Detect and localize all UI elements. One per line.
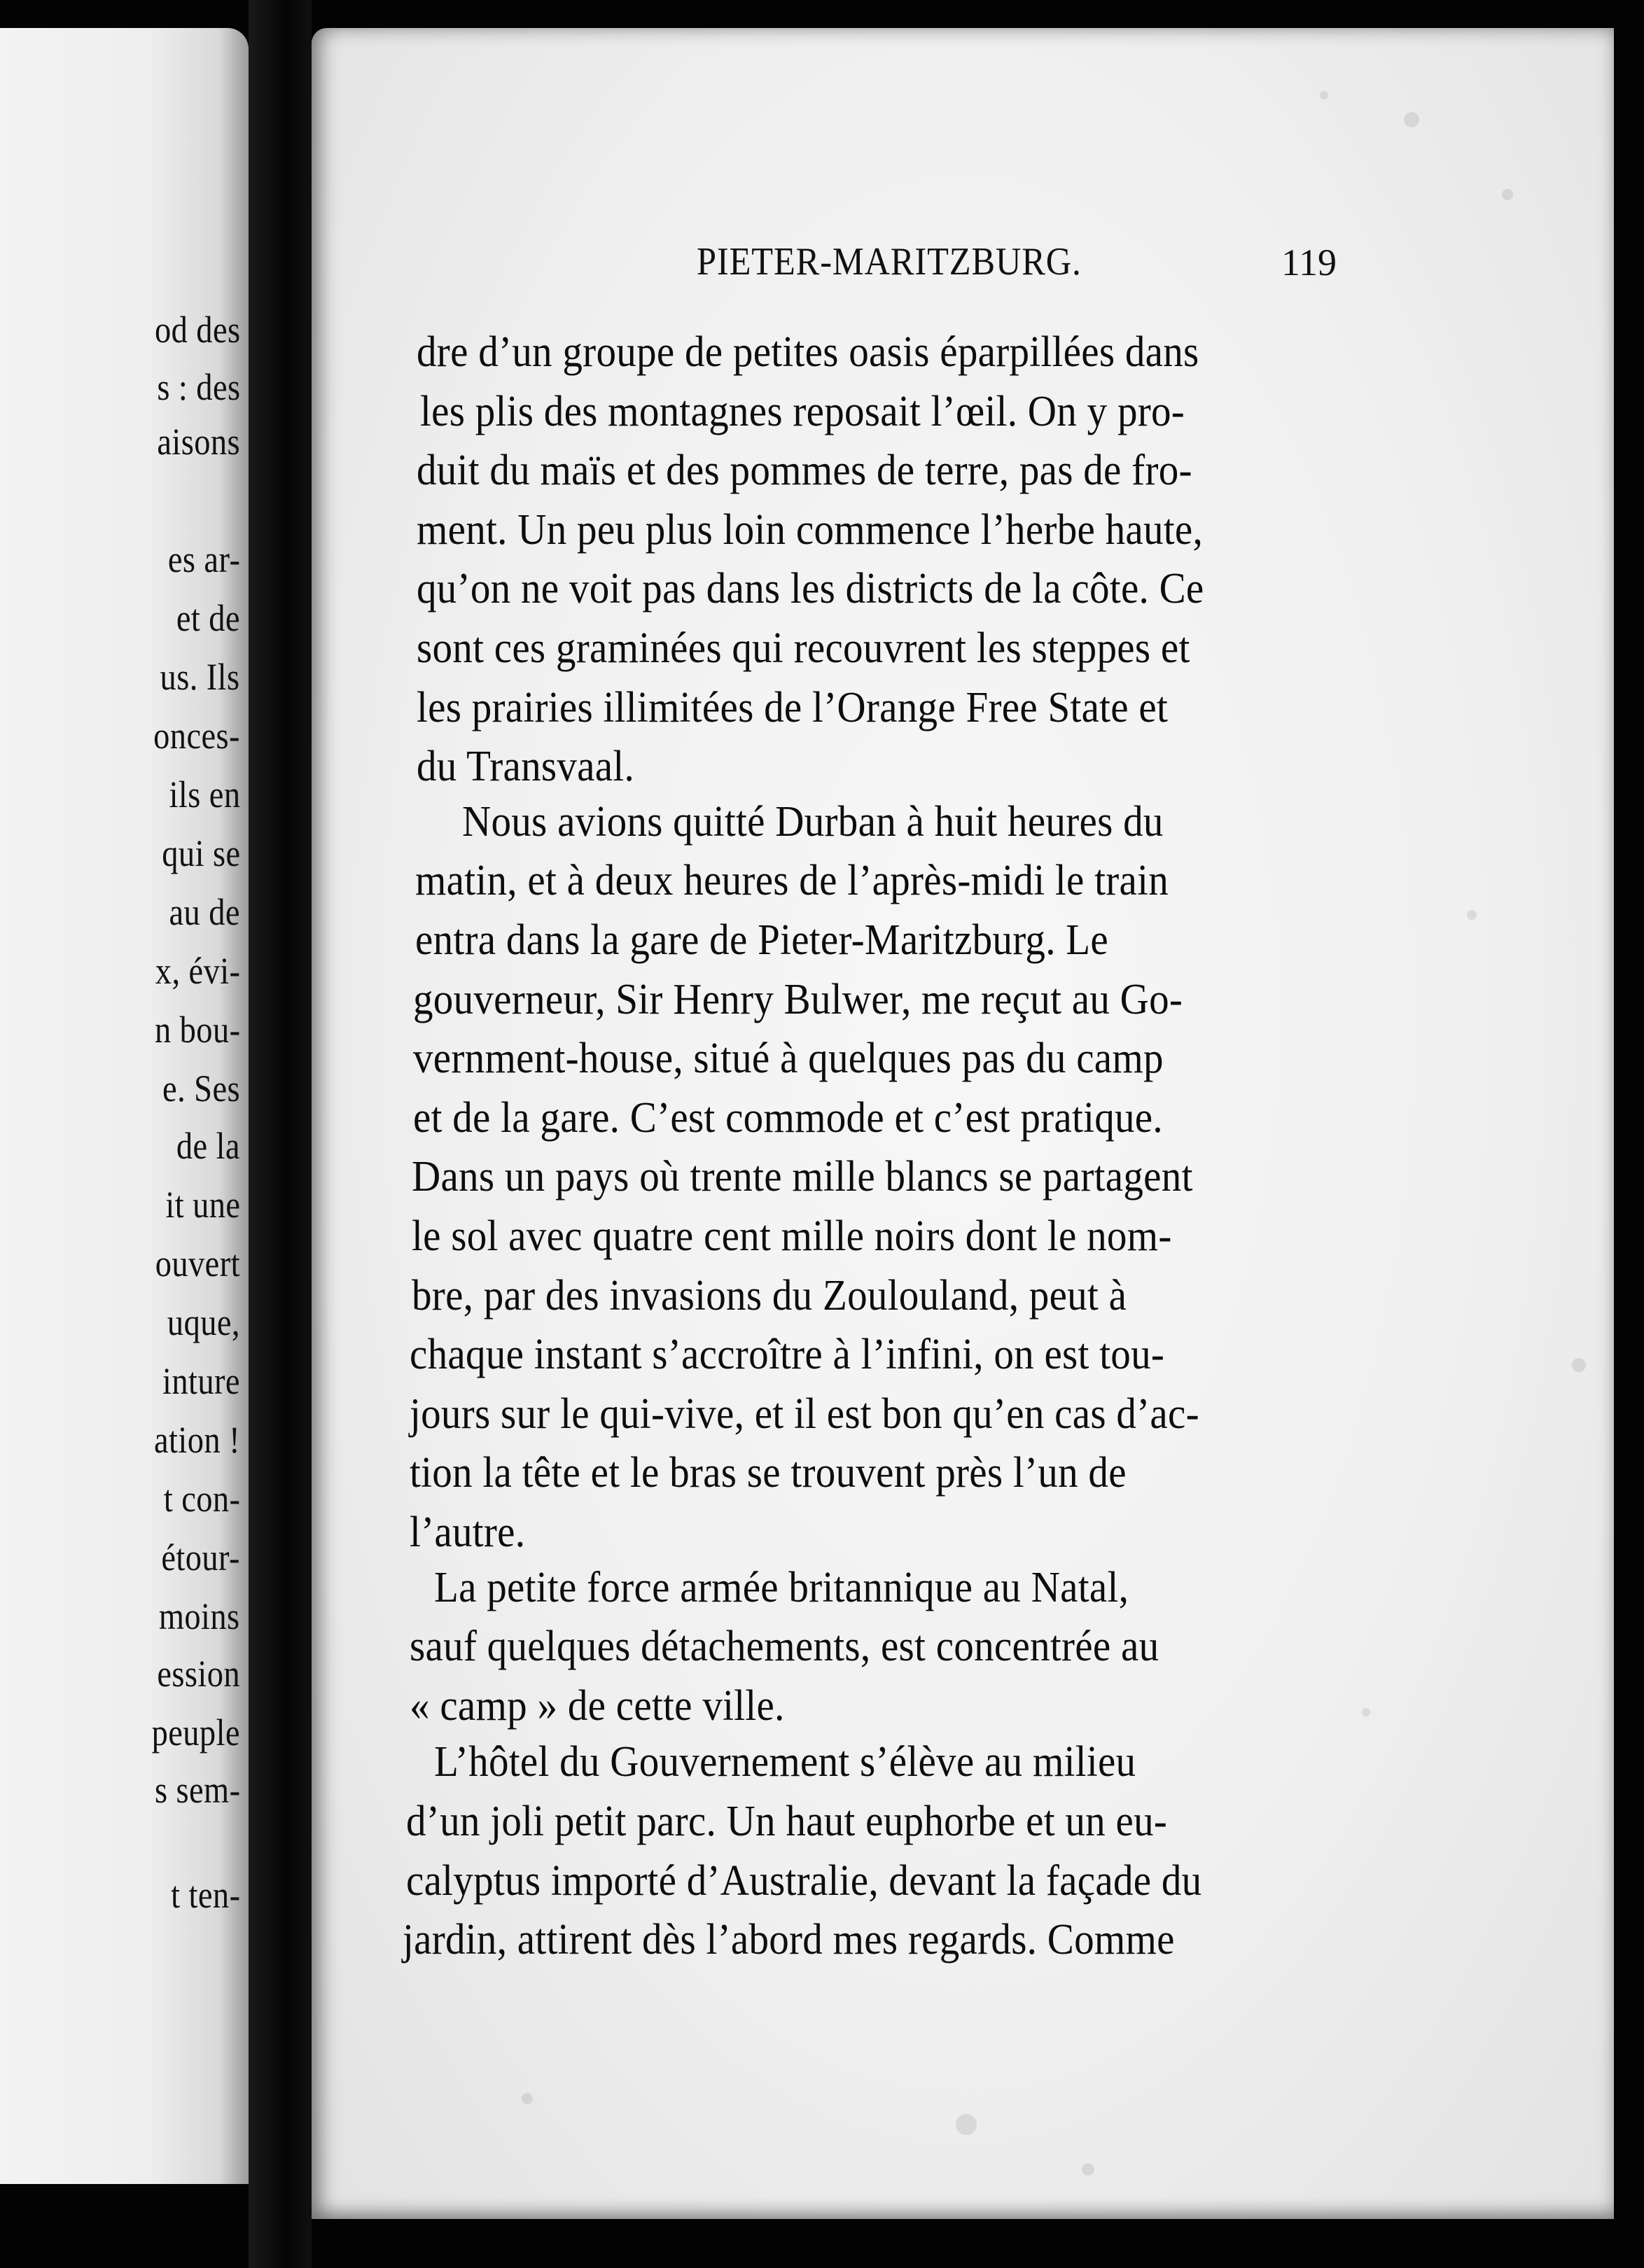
left-page-line: inture xyxy=(162,1360,240,1402)
paper-speck xyxy=(1362,1708,1370,1716)
paper-speck xyxy=(1404,112,1419,127)
text-line: Nous avions quitté Durban à huit heures du xyxy=(462,798,1164,846)
left-page-fragment xyxy=(0,28,249,2184)
left-page-line: ils en xyxy=(169,774,240,816)
left-page-line: au de xyxy=(169,891,240,933)
left-page-line: onces- xyxy=(153,715,240,757)
left-page-line: e. Ses xyxy=(162,1068,240,1110)
text-line: L’hôtel du Gouvernement s’élève au milieu xyxy=(434,1738,1136,1786)
page-number: 119 xyxy=(1281,241,1337,284)
left-page-line: it une xyxy=(165,1184,240,1226)
left-page-line: étour- xyxy=(161,1536,240,1578)
left-page-line: s sem- xyxy=(154,1769,240,1811)
left-page-line: et de xyxy=(176,597,240,639)
left-page-line: uque, xyxy=(167,1301,240,1343)
running-head: PIETER-MARITZBURG. xyxy=(697,240,1082,284)
left-page-line: de la xyxy=(176,1125,240,1167)
text-line: l’autre. xyxy=(410,1508,526,1556)
left-page-line: t con- xyxy=(163,1478,240,1520)
text-line: qu’on ne voit pas dans les districts de la côte. Ce xyxy=(417,565,1204,612)
left-page-line: peuple xyxy=(151,1712,240,1754)
text-line: matin, et à deux heures de l’après-midi le train xyxy=(415,857,1169,904)
text-line: du Transvaal. xyxy=(417,743,634,790)
text-line: « camp » de cette ville. xyxy=(410,1682,785,1730)
left-page-line: s : des xyxy=(156,366,240,408)
text-line: jardin, attirent dès l’abord mes regards. Comme xyxy=(403,1916,1175,1963)
left-page-line: moins xyxy=(159,1595,240,1637)
text-line: Dans un pays où trente mille blancs se partagent xyxy=(412,1153,1193,1200)
paper-speck xyxy=(1502,189,1513,200)
paper-speck xyxy=(522,2093,533,2104)
left-page-line: n bou- xyxy=(154,1009,240,1051)
text-line: chaque instant s’accroître à l’infini, on est tou- xyxy=(410,1331,1165,1378)
text-line: sont ces graminées qui recouvrent les steppes et xyxy=(417,624,1190,672)
paper-speck xyxy=(956,2114,977,2135)
text-line: sauf quelques détachements, est concentrée au xyxy=(410,1623,1159,1670)
text-line: le sol avec quatre cent mille noirs dont le nom- xyxy=(412,1212,1172,1260)
book-gutter xyxy=(249,0,312,2268)
text-line: et de la gare. C’est commode et c’est pratique. xyxy=(413,1094,1163,1142)
left-page-line: ation ! xyxy=(154,1419,240,1461)
paper-speck xyxy=(1467,910,1477,920)
left-page-line: ouvert xyxy=(155,1242,240,1284)
text-line: jours sur le qui-vive, et il est bon qu’en cas d’ac- xyxy=(410,1390,1199,1438)
text-line: bre, par des invasions du Zoulouland, peut à xyxy=(412,1272,1127,1320)
paper-speck xyxy=(1572,1358,1586,1372)
text-line: duit du maïs et des pommes de terre, pas de fro- xyxy=(417,447,1192,494)
left-page-line: x, évi- xyxy=(155,950,240,992)
book-page xyxy=(312,28,1614,2219)
text-line: vernment-house, situé à quelques pas du camp xyxy=(413,1035,1164,1082)
text-line: d’un joli petit parc. Un haut euphorbe et un eu- xyxy=(406,1798,1168,1845)
left-page-line: ession xyxy=(157,1653,240,1695)
text-line: gouverneur, Sir Henry Bulwer, me reçut au Go- xyxy=(413,976,1183,1023)
text-line: dre d’un groupe de petites oasis éparpillées dans xyxy=(417,328,1199,376)
left-page-line: es ar- xyxy=(167,538,240,580)
left-page-line: aisons xyxy=(157,421,240,463)
text-line: tion la tête et le bras se trouvent près l’un de xyxy=(410,1449,1127,1497)
text-line: La petite force armée britannique au Natal, xyxy=(434,1564,1129,1611)
left-page-line: od des xyxy=(154,309,240,351)
paper-speck xyxy=(1320,91,1328,99)
text-line: entra dans la gare de Pieter-Maritzburg. Le xyxy=(415,916,1109,964)
left-page-line: us. Ils xyxy=(160,656,240,698)
text-line: calyptus importé d’Australie, devant la façade du xyxy=(406,1857,1202,1905)
text-line: ment. Un peu plus loin commence l’herbe haute, xyxy=(417,506,1204,554)
paper-speck xyxy=(1082,2163,1094,2176)
left-page-line: qui se xyxy=(161,832,240,874)
text-line: les prairies illimitées de l’Orange Free State et xyxy=(417,684,1169,732)
text-line: les plis des montagnes reposait l’œil. On y pro- xyxy=(420,388,1185,435)
left-page-line: t ten- xyxy=(170,1874,240,1916)
